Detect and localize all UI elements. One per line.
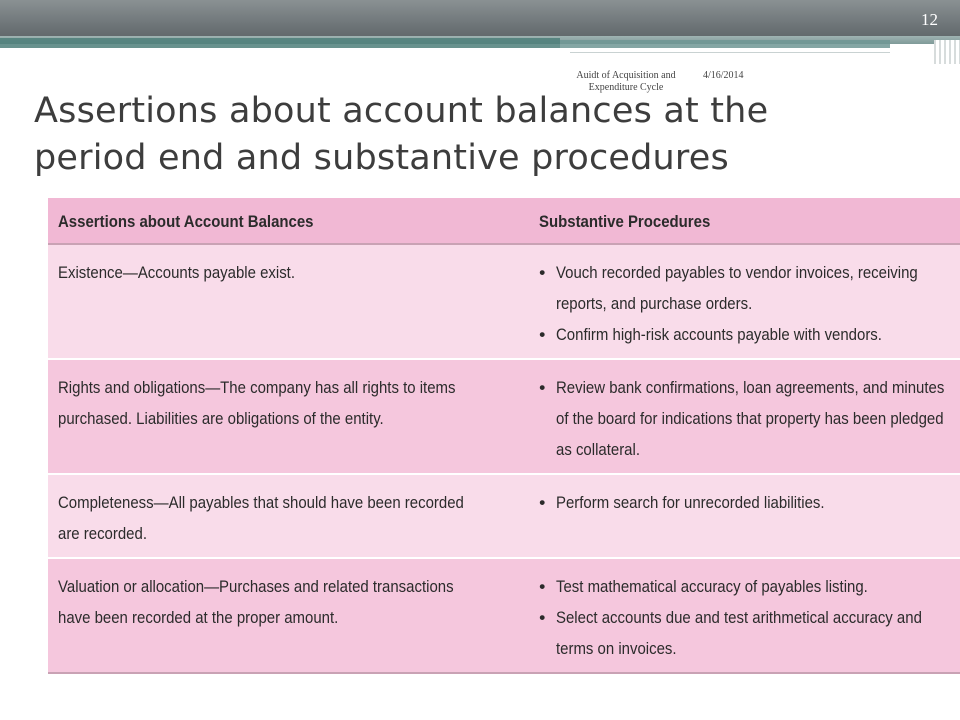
assertion-cell: Rights and obligations—The company has all rights to items purchased. Liabilities are obligations of the entity. xyxy=(48,359,529,474)
assertions-table xyxy=(48,198,960,674)
decorative-stripes xyxy=(934,40,960,64)
procedures-cell xyxy=(529,359,960,474)
procedure-item: • Select accounts due and test arithmetical accuracy and terms on invoices. xyxy=(539,602,960,664)
table-row xyxy=(48,558,960,673)
procedures-cell xyxy=(529,558,960,673)
column-header-procedures: Substantive Procedures xyxy=(529,198,960,244)
table-row xyxy=(48,359,960,474)
table-header-row xyxy=(48,198,960,244)
table-row xyxy=(48,474,960,558)
procedure-item: • Review bank confirmations, loan agreements, and minutes of the board for indications that property has been pledged as collateral. xyxy=(539,372,960,465)
procedure-item: • Vouch recorded payables to vendor invoices, receiving reports, and purchase orders. xyxy=(539,257,960,319)
assertion-cell: Valuation or allocation—Purchases and related transactions have been recorded at the proper amount. xyxy=(48,558,529,673)
procedures-cell xyxy=(529,244,960,359)
header-teal-bar xyxy=(0,38,560,48)
procedures-cell xyxy=(529,474,960,558)
header-rule xyxy=(570,52,890,53)
assertion-cell: Completeness—All payables that should have been recorded are recorded. xyxy=(48,474,529,558)
assertions-table-image xyxy=(48,198,945,666)
procedure-item: • Test mathematical accuracy of payables listing. xyxy=(539,571,960,602)
slide-number: 12 xyxy=(921,10,938,29)
slide-title-line-1: Assertions about account balances at the xyxy=(34,91,769,131)
procedure-item: • Confirm high-risk accounts payable with vendors. xyxy=(539,319,960,350)
header-teal-bar-right xyxy=(560,40,890,48)
header-band xyxy=(0,0,960,40)
footer-title: Auidt of Acquisition and Expenditure Cycle xyxy=(576,70,676,93)
table-row xyxy=(48,244,960,359)
assertion-cell: Existence—Accounts payable exist. xyxy=(48,244,529,359)
procedure-item: • Perform search for unrecorded liabilities. xyxy=(539,487,960,518)
slide-title-line-2: period end and substantive procedures xyxy=(34,138,729,178)
slide-title xyxy=(34,88,854,182)
footer-date: 4/16/2014 xyxy=(703,70,744,81)
column-header-assertions: Assertions about Account Balances xyxy=(48,198,529,244)
